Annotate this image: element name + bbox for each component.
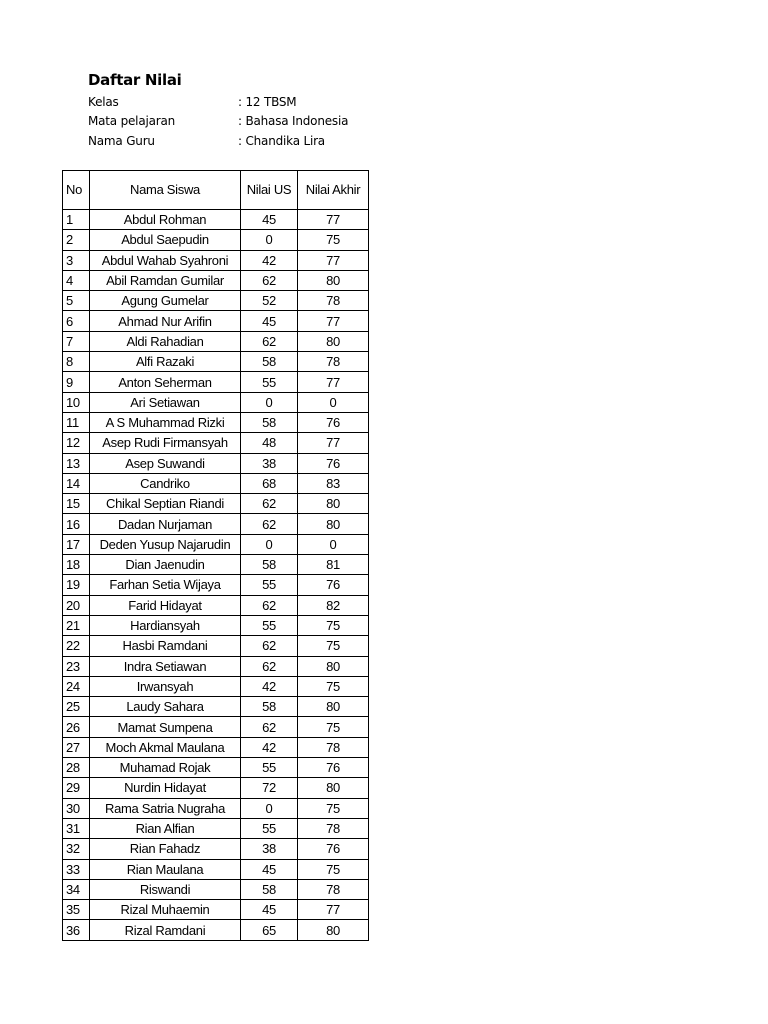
table-row <box>63 615 369 635</box>
cell-nama-siswa: Rian Alfian <box>90 818 241 838</box>
cell-no: 29 <box>63 778 90 798</box>
cell-nilai-us: 62 <box>241 514 298 534</box>
cell-nama-siswa: Hardiansyah <box>90 615 241 635</box>
cell-nama-siswa: Abdul Rohman <box>90 210 241 230</box>
cell-nilai-us: 68 <box>241 473 298 493</box>
cell-nilai-akhir: 78 <box>298 291 369 311</box>
cell-nilai-akhir: 75 <box>298 615 369 635</box>
cell-no: 31 <box>63 818 90 838</box>
table-row <box>63 676 369 696</box>
table-row <box>63 433 369 453</box>
cell-nilai-us: 55 <box>241 615 298 635</box>
cell-nilai-akhir: 77 <box>298 250 369 270</box>
cell-no: 22 <box>63 636 90 656</box>
cell-no: 15 <box>63 494 90 514</box>
cell-nama-siswa: Indra Setiawan <box>90 656 241 676</box>
cell-nilai-akhir: 76 <box>298 758 369 778</box>
cell-nilai-us: 62 <box>241 656 298 676</box>
table-row <box>63 534 369 554</box>
cell-nilai-us: 58 <box>241 697 298 717</box>
cell-no: 32 <box>63 839 90 859</box>
table-row <box>63 412 369 432</box>
cell-nilai-us: 0 <box>241 798 298 818</box>
cell-nama-siswa: Nurdin Hidayat <box>90 778 241 798</box>
cell-nilai-us: 62 <box>241 717 298 737</box>
table-row <box>63 900 369 920</box>
table-row <box>63 798 369 818</box>
cell-no: 6 <box>63 311 90 331</box>
cell-nilai-akhir: 77 <box>298 433 369 453</box>
table-row <box>63 555 369 575</box>
table-row <box>63 372 369 392</box>
table-row <box>63 859 369 879</box>
table-row <box>63 575 369 595</box>
cell-nama-siswa: Rian Maulana <box>90 859 241 879</box>
cell-nilai-us: 72 <box>241 778 298 798</box>
cell-nama-siswa: Ari Setiawan <box>90 392 241 412</box>
cell-nilai-akhir: 81 <box>298 555 369 575</box>
cell-no: 23 <box>63 656 90 676</box>
cell-nilai-akhir: 80 <box>298 697 369 717</box>
cell-no: 34 <box>63 879 90 899</box>
cell-nilai-us: 52 <box>241 291 298 311</box>
cell-nilai-akhir: 76 <box>298 412 369 432</box>
table-row <box>63 331 369 351</box>
table-row <box>63 656 369 676</box>
cell-no: 27 <box>63 737 90 757</box>
cell-nama-siswa: Mamat Sumpena <box>90 717 241 737</box>
cell-nama-siswa: Farid Hidayat <box>90 595 241 615</box>
header-nilai-us: Nilai US <box>241 171 298 210</box>
cell-nilai-akhir: 0 <box>298 392 369 412</box>
cell-nilai-us: 0 <box>241 230 298 250</box>
cell-nilai-akhir: 80 <box>298 920 369 940</box>
cell-no: 8 <box>63 352 90 372</box>
cell-nama-siswa: Chikal Septian Riandi <box>90 494 241 514</box>
cell-nilai-us: 42 <box>241 250 298 270</box>
cell-nama-siswa: Deden Yusup Najarudin <box>90 534 241 554</box>
cell-nama-siswa: Dian Jaenudin <box>90 555 241 575</box>
cell-nama-siswa: Abdul Wahab Syahroni <box>90 250 241 270</box>
cell-nama-siswa: Rizal Ramdani <box>90 920 241 940</box>
cell-no: 12 <box>63 433 90 453</box>
cell-nilai-us: 55 <box>241 575 298 595</box>
cell-nilai-akhir: 77 <box>298 210 369 230</box>
cell-nama-siswa: Muhamad Rojak <box>90 758 241 778</box>
meta-label: Mata pelajaran <box>88 114 176 128</box>
cell-nilai-us: 45 <box>241 311 298 331</box>
cell-nama-siswa: Asep Rudi Firmansyah <box>90 433 241 453</box>
table-row <box>63 514 369 534</box>
table-row <box>63 352 369 372</box>
cell-no: 9 <box>63 372 90 392</box>
cell-no: 11 <box>63 412 90 432</box>
cell-nilai-us: 42 <box>241 737 298 757</box>
cell-nilai-us: 58 <box>241 412 298 432</box>
cell-no: 18 <box>63 555 90 575</box>
cell-nilai-us: 45 <box>241 210 298 230</box>
table-row <box>63 697 369 717</box>
cell-nilai-us: 38 <box>241 839 298 859</box>
cell-nama-siswa: Farhan Setia Wijaya <box>90 575 241 595</box>
cell-no: 16 <box>63 514 90 534</box>
meta-value: : Bahasa Indonesia <box>238 114 349 128</box>
cell-nilai-us: 58 <box>241 555 298 575</box>
cell-no: 19 <box>63 575 90 595</box>
cell-nilai-us: 0 <box>241 392 298 412</box>
cell-nilai-akhir: 76 <box>298 575 369 595</box>
table-row <box>63 636 369 656</box>
cell-nilai-akhir: 82 <box>298 595 369 615</box>
cell-no: 26 <box>63 717 90 737</box>
cell-no: 10 <box>63 392 90 412</box>
cell-nilai-us: 62 <box>241 595 298 615</box>
cell-no: 24 <box>63 676 90 696</box>
cell-nilai-akhir: 80 <box>298 656 369 676</box>
cell-nilai-us: 55 <box>241 818 298 838</box>
table-row <box>63 250 369 270</box>
cell-nilai-us: 55 <box>241 758 298 778</box>
meta-row-mata-pelajaran <box>88 114 408 133</box>
table-row <box>63 291 369 311</box>
cell-nama-siswa: Rama Satria Nugraha <box>90 798 241 818</box>
table-row <box>63 920 369 940</box>
cell-no: 4 <box>63 270 90 290</box>
meta-row-nama-guru <box>88 134 408 153</box>
cell-no: 20 <box>63 595 90 615</box>
meta-value: : 12 TBSM <box>238 95 297 109</box>
table-row <box>63 737 369 757</box>
cell-nilai-akhir: 78 <box>298 737 369 757</box>
cell-nama-siswa: Dadan Nurjaman <box>90 514 241 534</box>
cell-nilai-us: 62 <box>241 331 298 351</box>
table-row <box>63 818 369 838</box>
header-nilai-akhir: Nilai Akhir <box>298 171 369 210</box>
grades-table <box>62 170 369 941</box>
cell-nilai-akhir: 77 <box>298 900 369 920</box>
table-row <box>63 839 369 859</box>
cell-nama-siswa: Rian Fahadz <box>90 839 241 859</box>
cell-nilai-akhir: 75 <box>298 798 369 818</box>
cell-nilai-akhir: 78 <box>298 879 369 899</box>
meta-row-kelas <box>88 95 408 114</box>
cell-nilai-us: 65 <box>241 920 298 940</box>
cell-no: 30 <box>63 798 90 818</box>
table-header-row <box>63 171 369 210</box>
cell-nilai-akhir: 78 <box>298 818 369 838</box>
cell-no: 13 <box>63 453 90 473</box>
cell-nilai-akhir: 80 <box>298 514 369 534</box>
cell-nama-siswa: A S Muhammad Rizki <box>90 412 241 432</box>
cell-nilai-akhir: 77 <box>298 372 369 392</box>
table-row <box>63 473 369 493</box>
cell-nama-siswa: Riswandi <box>90 879 241 899</box>
cell-no: 2 <box>63 230 90 250</box>
cell-nilai-us: 62 <box>241 636 298 656</box>
cell-nama-siswa: Aldi Rahadian <box>90 331 241 351</box>
cell-nilai-us: 42 <box>241 676 298 696</box>
cell-nilai-us: 48 <box>241 433 298 453</box>
table-row <box>63 453 369 473</box>
meta-label: Kelas <box>88 95 119 109</box>
table-row <box>63 230 369 250</box>
table-body <box>63 210 369 941</box>
cell-nilai-akhir: 80 <box>298 331 369 351</box>
cell-no: 25 <box>63 697 90 717</box>
cell-no: 33 <box>63 859 90 879</box>
cell-no: 7 <box>63 331 90 351</box>
cell-nilai-akhir: 80 <box>298 494 369 514</box>
cell-nilai-akhir: 83 <box>298 473 369 493</box>
cell-nilai-us: 0 <box>241 534 298 554</box>
table-row <box>63 758 369 778</box>
cell-nama-siswa: Hasbi Ramdani <box>90 636 241 656</box>
cell-nama-siswa: Alfi Razaki <box>90 352 241 372</box>
cell-nama-siswa: Ahmad Nur Arifin <box>90 311 241 331</box>
cell-nama-siswa: Agung Gumelar <box>90 291 241 311</box>
table-row <box>63 494 369 514</box>
header-no: No <box>63 171 90 210</box>
cell-nilai-akhir: 76 <box>298 453 369 473</box>
cell-nama-siswa: Abil Ramdan Gumilar <box>90 270 241 290</box>
document-title: Daftar Nilai <box>88 71 182 89</box>
table-row <box>63 270 369 290</box>
meta-label: Nama Guru <box>88 134 155 148</box>
cell-no: 5 <box>63 291 90 311</box>
cell-nama-siswa: Asep Suwandi <box>90 453 241 473</box>
cell-no: 36 <box>63 920 90 940</box>
meta-value: : Chandika Lira <box>238 134 325 148</box>
cell-nilai-akhir: 75 <box>298 636 369 656</box>
cell-nilai-akhir: 75 <box>298 717 369 737</box>
cell-no: 3 <box>63 250 90 270</box>
table-row <box>63 311 369 331</box>
cell-nilai-us: 45 <box>241 900 298 920</box>
table-row <box>63 595 369 615</box>
cell-nama-siswa: Laudy Sahara <box>90 697 241 717</box>
cell-no: 21 <box>63 615 90 635</box>
cell-nama-siswa: Candriko <box>90 473 241 493</box>
cell-nama-siswa: Abdul Saepudin <box>90 230 241 250</box>
cell-nilai-us: 62 <box>241 270 298 290</box>
cell-nilai-us: 38 <box>241 453 298 473</box>
table-row <box>63 717 369 737</box>
cell-nilai-us: 62 <box>241 494 298 514</box>
cell-nilai-akhir: 75 <box>298 230 369 250</box>
cell-nama-siswa: Anton Seherman <box>90 372 241 392</box>
cell-no: 14 <box>63 473 90 493</box>
cell-nilai-us: 58 <box>241 352 298 372</box>
cell-nilai-akhir: 77 <box>298 311 369 331</box>
cell-nilai-akhir: 80 <box>298 778 369 798</box>
header-nama-siswa: Nama Siswa <box>90 171 241 210</box>
cell-nilai-akhir: 75 <box>298 676 369 696</box>
cell-nilai-akhir: 0 <box>298 534 369 554</box>
cell-nilai-akhir: 75 <box>298 859 369 879</box>
cell-nilai-akhir: 80 <box>298 270 369 290</box>
cell-nilai-us: 55 <box>241 372 298 392</box>
cell-nama-siswa: Rizal Muhaemin <box>90 900 241 920</box>
cell-nilai-us: 45 <box>241 859 298 879</box>
cell-nilai-us: 58 <box>241 879 298 899</box>
table-row <box>63 210 369 230</box>
cell-no: 1 <box>63 210 90 230</box>
table-row <box>63 392 369 412</box>
cell-nilai-akhir: 76 <box>298 839 369 859</box>
cell-nilai-akhir: 78 <box>298 352 369 372</box>
cell-no: 28 <box>63 758 90 778</box>
cell-nama-siswa: Moch Akmal Maulana <box>90 737 241 757</box>
cell-no: 17 <box>63 534 90 554</box>
cell-no: 35 <box>63 900 90 920</box>
table-row <box>63 879 369 899</box>
cell-nama-siswa: Irwansyah <box>90 676 241 696</box>
table-row <box>63 778 369 798</box>
